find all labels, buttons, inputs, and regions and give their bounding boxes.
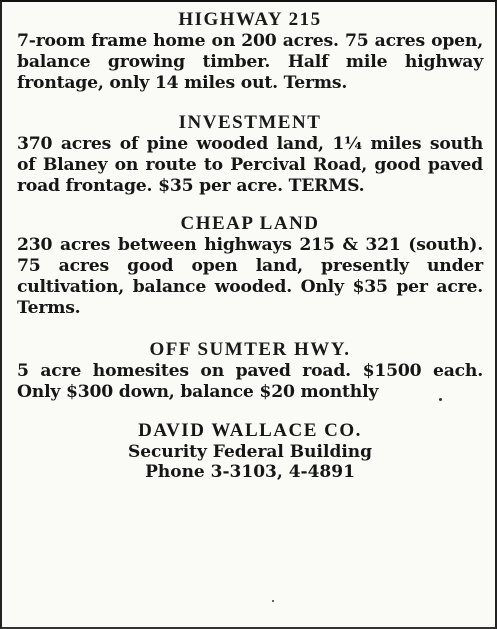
company-building: Security Federal Building bbox=[127, 442, 373, 462]
company-phone: Phone 3-3103, 4-4891 bbox=[145, 462, 355, 482]
listing-heading: CHEAP LAND bbox=[180, 213, 320, 234]
listing-description: 7-room frame home on 200 acres. 75 acres open, balance growing timber. Half mile highway frontage, only 14 miles out. Terms. bbox=[17, 31, 483, 93]
listing-description: 5 acre homesites on paved road. $1500 each. Only $300 down, balance $20 monthly bbox=[17, 361, 483, 402]
listing-heading: INVESTMENT bbox=[178, 112, 322, 133]
listing-heading: HIGHWAY 215 bbox=[178, 9, 322, 30]
listing-investment bbox=[17, 113, 483, 197]
advertiser-signature bbox=[17, 421, 483, 482]
listing-off-sumter-hwy bbox=[17, 340, 483, 403]
company-name: DAVID WALLACE CO. bbox=[138, 420, 362, 441]
listing-heading: OFF SUMTER HWY. bbox=[149, 339, 351, 360]
ink-speck bbox=[439, 398, 442, 401]
listing-description: 230 acres between highways 215 & 321 (south). 75 acres good open land, presently under cultivation, balance wooded. Only $35 per acre. Terms. bbox=[17, 235, 483, 318]
listing-description: 370 acres of pine wooded land, 1¼ miles south of Blaney on route to Percival Road, good paved road frontage. $35 per acre. TERMS. bbox=[17, 134, 483, 196]
listing-highway-215 bbox=[17, 10, 483, 94]
ink-speck bbox=[272, 600, 274, 602]
listing-cheap-land bbox=[17, 214, 483, 319]
